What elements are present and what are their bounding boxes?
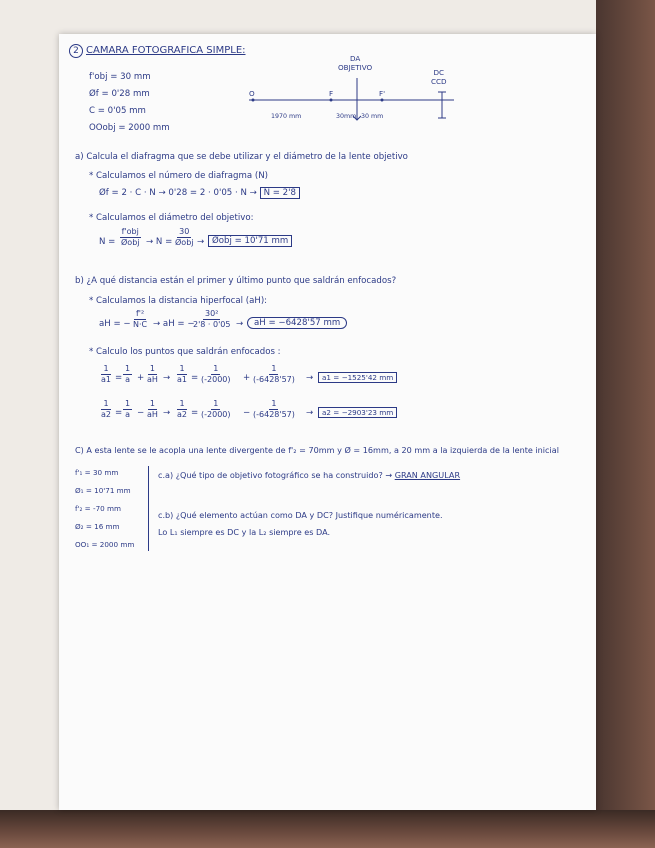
fraction-den: a2 (101, 410, 111, 419)
result-box: Øobj = 10'71 mm (208, 235, 292, 247)
given-line: Øf = 0'28 mm (89, 89, 150, 99)
part-b-step1: * Calculamos la distancia hiperfocal (aH): (89, 296, 268, 306)
fraction (145, 399, 160, 420)
part-c-a2: Lo L₁ siempre es DC y la L₂ siempre es DA. (158, 527, 331, 537)
fraction-num: 30 (179, 227, 190, 236)
part-a-equation1 (99, 188, 300, 199)
part-b-result3 (318, 407, 397, 418)
fraction (191, 309, 232, 330)
eq1-arrow: → (236, 319, 244, 329)
answer-text: GRAN ANGULAR (394, 470, 461, 480)
part-c-heading: C) A esta lente se le acopla una lente divergente de f'₂ = 70mm y Ø = 16mm, a 20 mm a la izquierda de la lente inicial (75, 445, 559, 455)
eq2-left: N = (99, 237, 116, 247)
op-equals: = (115, 408, 123, 418)
question-text: c.a) ¿Qué tipo de objetivo fotográfico se ha construido? → (158, 470, 393, 480)
section-number: 2 (69, 44, 83, 58)
fraction (123, 399, 132, 420)
fraction-num: f'obj (121, 227, 139, 236)
op-equals: = (191, 373, 199, 383)
fraction (251, 399, 297, 420)
fraction (131, 309, 149, 330)
fraction (251, 364, 297, 385)
part-a-heading: a) Calcula el diafragma que se debe utilizar y el diámetro de la lente objetivo (75, 152, 408, 162)
result-box: a2 = −2903'23 mm (318, 407, 397, 418)
part-c-given: Ø₂ = 16 mm (75, 522, 120, 531)
fraction (123, 364, 132, 385)
op-plus: + (243, 373, 251, 383)
fraction (99, 364, 113, 385)
paper-sheet (59, 34, 596, 810)
part-a-step1: * Calculamos el número de diafragma (N) (89, 171, 269, 181)
given-line: OOobj = 2000 mm (89, 123, 170, 133)
diagram-fp-label: F' (379, 89, 386, 98)
eq1-mid: → aH = − (153, 319, 195, 329)
diagram-f-label: F (329, 89, 334, 98)
op-equals: = (115, 373, 123, 383)
fraction-num: 1 (149, 364, 155, 373)
op-arrow: → (163, 408, 171, 418)
fraction-num: 1 (271, 399, 277, 408)
fraction (199, 364, 233, 385)
result-box: N = 2'8 (260, 187, 300, 199)
fraction-num: 1 (179, 399, 185, 408)
diagram-o-label: O (249, 89, 255, 98)
equation-text: Øf = 2 · C · N → 0'28 = 2 · 0'05 · N → (99, 188, 257, 198)
given-line: f'obj = 30 mm (89, 72, 151, 82)
part-c-given: OO₁ = 2000 mm (75, 540, 135, 549)
part-c-given: Ø₁ = 10'71 mm (75, 486, 131, 495)
diagram-dist-1970: 1970 mm (271, 113, 302, 120)
fraction-den: a (125, 410, 130, 419)
fraction-den: N·C (133, 320, 148, 329)
fraction-den: a (125, 375, 130, 384)
part-b-heading: b) ¿A qué distancia están el primer y último punto que saldrán enfocados? (75, 276, 397, 286)
diagram-dist-30b: 30 mm (361, 113, 384, 120)
background-edge-right (596, 0, 655, 848)
fraction-den: a2 (177, 410, 187, 419)
op-minus: − (137, 408, 145, 418)
fraction (99, 399, 113, 420)
part-c-given: f'₂ = -70 mm (75, 504, 122, 513)
diagram-da-label: DA OBJETIVO (338, 54, 373, 72)
fraction-den: a1 (177, 375, 187, 384)
fraction-num: 1 (103, 364, 109, 373)
fraction (119, 227, 142, 248)
part-b-step2: * Calculo los puntos que saldrán enfocados : (89, 347, 281, 357)
fraction-num: 1 (125, 399, 131, 408)
fraction-num: 1 (213, 364, 219, 373)
result-oval: aH = −6428'57 mm (247, 317, 347, 329)
title-text: CAMARA FOTOGRAFICA SIMPLE: (86, 45, 246, 56)
eq1-left: aH = − (99, 319, 131, 329)
given-line: C = 0'05 mm (89, 106, 146, 116)
fraction-den: 2'8 · 0'05 (193, 320, 231, 329)
separator-line (148, 466, 149, 551)
op-plus: + (137, 373, 145, 383)
part-b-result2 (318, 372, 397, 383)
eq2-mid: → N = (146, 237, 173, 247)
fraction-num: 30² (205, 309, 219, 318)
fraction-num: 1 (271, 364, 277, 373)
result-box: a1 = −1525'42 mm (318, 372, 397, 383)
fraction-num: f'² (135, 309, 145, 318)
fraction-den: (-6428'57) (253, 410, 295, 419)
op-arrow: → (306, 408, 314, 418)
op-minus: − (243, 408, 251, 418)
fraction-num: 1 (149, 399, 155, 408)
fraction-num: 1 (103, 399, 109, 408)
part-c-q1 (158, 470, 460, 481)
fraction (173, 227, 196, 248)
fraction (145, 364, 160, 385)
fraction-den: Øobj (121, 238, 140, 247)
part-a-result2 (208, 236, 292, 247)
fraction (175, 364, 189, 385)
fraction-den: aH (147, 410, 158, 419)
fraction-den: (-6428'57) (253, 375, 295, 384)
fraction-num: 1 (213, 399, 219, 408)
fraction (175, 399, 189, 420)
part-c-given: f'₁ = 30 mm (75, 468, 119, 477)
fraction-den: aH (147, 375, 158, 384)
op-equals: = (191, 408, 199, 418)
eq2-arrow: → (197, 237, 205, 247)
fraction-den: (-2000) (201, 410, 231, 419)
part-b-result1 (247, 318, 347, 329)
diagram-dist-30a: 30mm (336, 113, 357, 120)
op-arrow: → (163, 373, 171, 383)
fraction-num: 1 (179, 364, 185, 373)
part-c-q2: c.b) ¿Qué elemento actúan como DA y DC? Justifique numéricamente. (158, 510, 443, 520)
fraction-den: (-2000) (201, 375, 231, 384)
part-a-step2: * Calculamos el diámetro del objetivo: (89, 213, 254, 223)
section-title (69, 44, 246, 58)
fraction (199, 399, 233, 420)
op-arrow: → (306, 373, 314, 383)
fraction-den: a1 (101, 375, 111, 384)
diagram-dc-label: DC CCD (431, 68, 447, 86)
fraction-num: 1 (125, 364, 131, 373)
background-edge-bottom (0, 810, 655, 848)
fraction-den: Øobj (175, 238, 194, 247)
